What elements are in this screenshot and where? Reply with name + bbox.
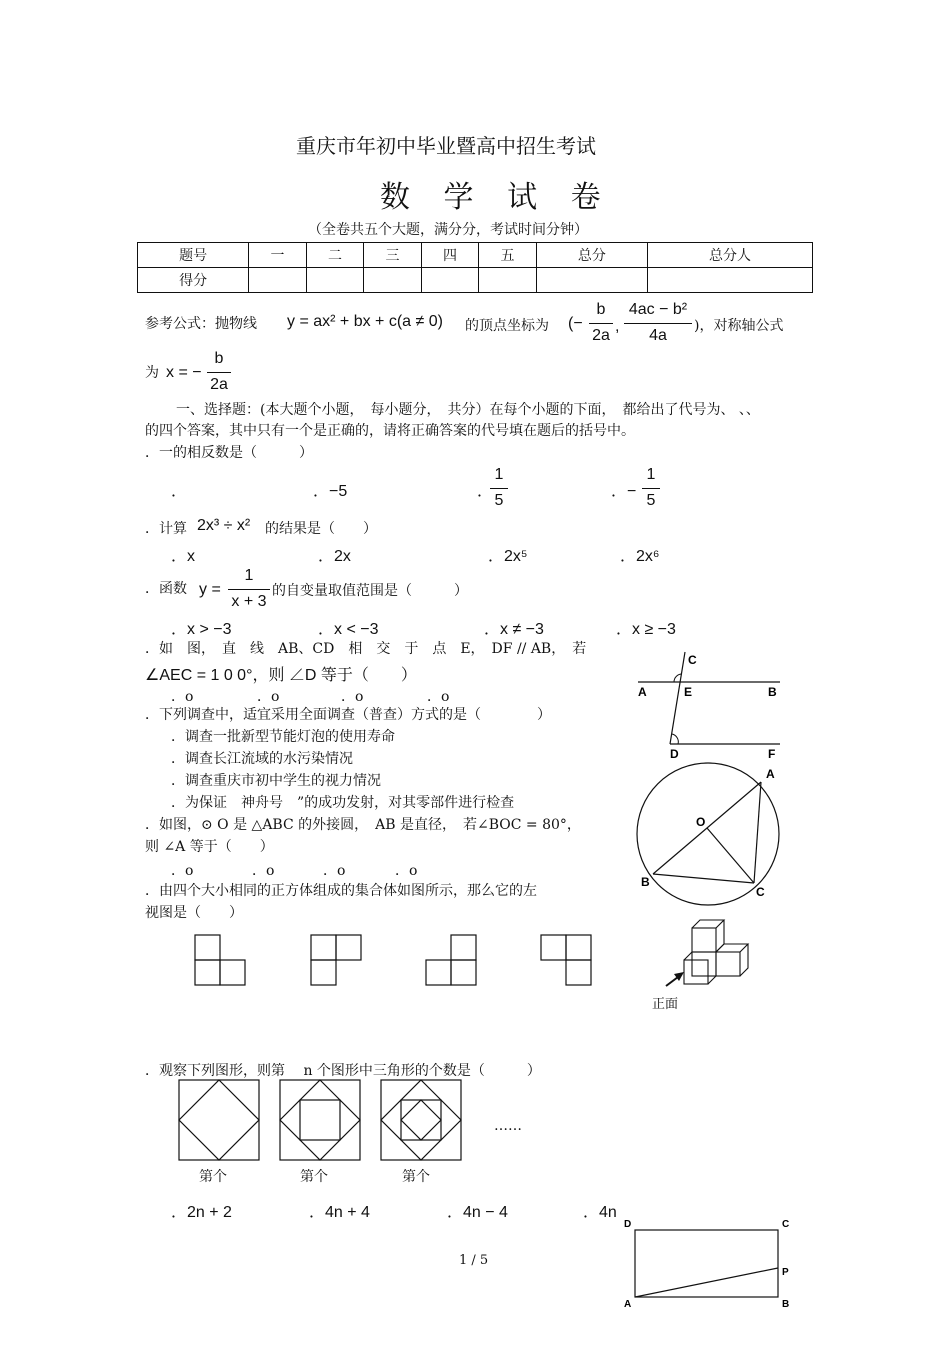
comma: , — [615, 318, 620, 335]
q7-front-label: 正面 — [652, 997, 679, 1012]
q7-stem-line2: 视图是（ ） — [145, 905, 243, 921]
fraction-bar — [589, 323, 613, 324]
q4-figure — [630, 648, 790, 768]
q5-stem: ．下列调查中，适宜采用全面调查（普查）方式的是（ ） — [145, 707, 551, 723]
score-header-cell: 五 — [479, 243, 537, 268]
score-header-cell: 题号 — [138, 243, 249, 268]
q6-option-d[interactable]: ．o — [395, 863, 418, 879]
axis-formula: x = − — [166, 364, 202, 381]
formula-wei: 为 — [145, 365, 159, 381]
q5-option-c[interactable]: ．调查重庆市初中学生的视力情况 — [171, 773, 381, 789]
fraction-bar — [207, 372, 231, 373]
exam-note: （全卷共五个大题，满分分，考试时间分钟） — [308, 222, 588, 238]
score-cell[interactable] — [306, 268, 364, 293]
q6-stem-line2: 则 ∠A 等于（ ） — [145, 839, 274, 855]
score-header-cell: 二 — [306, 243, 364, 268]
formula-parabola: y = ax² + bx + c(a ≠ 0) — [287, 313, 443, 330]
numerator: b — [214, 350, 224, 367]
denominator: 5 — [494, 492, 504, 509]
angle-arc — [672, 734, 678, 744]
rectangle-abcd-figure — [620, 1215, 800, 1315]
q8-option-d[interactable]: ．4n — [583, 1204, 617, 1221]
score-header-cell: 总分人 — [648, 243, 813, 268]
q3-option-a[interactable]: ．x > −3 — [171, 621, 232, 638]
label-e: E — [684, 685, 693, 699]
label-d: D — [624, 1219, 632, 1230]
q1-option-a[interactable]: ． — [171, 483, 188, 500]
label-a: A — [624, 1299, 632, 1310]
segment-oc — [707, 828, 754, 883]
q3-fraction — [228, 567, 270, 613]
label-c: C — [688, 653, 697, 667]
label-b: B — [641, 875, 650, 889]
rectangle-abcd — [635, 1230, 778, 1297]
formula-intro: 参考公式：抛物线 — [145, 316, 257, 332]
section1-instructions-line1: 一、选择题：(本大题个小题， 每小题分， 共分）在每个小题的下面， 都给出了代号为、 、、 — [176, 402, 760, 418]
numerator: 1 — [494, 466, 504, 483]
q8-pattern-figure-1 — [177, 1078, 261, 1162]
label-o: O — [696, 815, 706, 829]
q8-caption-2: 第个 — [300, 1169, 328, 1185]
q1-option-c[interactable]: ． — [477, 483, 494, 500]
q3-tail: 的自变量取值范围是（ ） — [272, 583, 468, 599]
q2-tail: 的结果是（ ） — [265, 521, 377, 537]
q2-stem: ．计算 — [145, 521, 187, 537]
q7-option-d-figure[interactable] — [540, 934, 596, 990]
q5-option-d[interactable]: ．为保证 神舟号 ”的成功发射，对其零部件进行检查 — [171, 795, 515, 811]
label-c: C — [756, 885, 765, 899]
q3-y: y = — [199, 581, 221, 598]
formula-vertex-neg: (− — [568, 315, 583, 332]
numerator: 1 — [244, 567, 254, 584]
label-b: B — [768, 685, 777, 699]
q2-option-d[interactable]: ．2x⁶ — [620, 548, 660, 565]
score-header-cell: 四 — [421, 243, 479, 268]
q4-stem-line1: ．如 图， 直 线 AB、CD 相 交 于 点 E， DF // AB， 若 — [145, 641, 587, 657]
q8-caption-1: 第个 — [199, 1169, 227, 1185]
line-cd — [670, 652, 685, 744]
q7-option-a-figure[interactable] — [194, 934, 250, 990]
q7-stem-line1: ．由四个大小相同的正方体组成的集合体如图所示，那么它的左 — [145, 883, 537, 899]
formula-vertex-text: 的顶点坐标为 — [465, 318, 549, 334]
section1-instructions-line2: 的四个答案，其中只有一个是正确的，请将正确答案的代号填在题后的括号中。 — [145, 423, 635, 439]
q4-option-a[interactable]: ．o — [171, 689, 194, 705]
q6-stem-line1: ．如图，⊙ O 是 △ABC 的外接圆， AB 是直径， 若∠BOC = 80°， — [145, 817, 581, 833]
denominator: 2a — [592, 327, 610, 344]
label-a: A — [638, 685, 647, 699]
score-cell[interactable] — [648, 268, 813, 293]
q4-stem-line2: ∠AEC = 1 0 0°，则 ∠D 等于（ ） — [145, 667, 417, 684]
denominator: x + 3 — [231, 593, 267, 610]
q8-option-c[interactable]: ．4n − 4 — [447, 1204, 508, 1221]
numerator: 1 — [646, 466, 656, 483]
label-b: B — [782, 1299, 790, 1310]
q2-expression: 2x³ ÷ x² — [197, 517, 251, 534]
exam-title: 重庆市年初中毕业暨高中招生考试 — [296, 134, 596, 158]
score-table — [137, 242, 813, 293]
numerator: 4ac − b² — [628, 301, 688, 318]
q3-option-c[interactable]: ．x ≠ −3 — [484, 621, 544, 638]
q2-option-a[interactable]: ．x — [171, 548, 196, 565]
score-cell[interactable] — [421, 268, 479, 293]
segment-ap — [635, 1268, 778, 1297]
score-header-cell: 总分 — [536, 243, 647, 268]
q1-option-b[interactable]: ．−5 — [313, 483, 348, 500]
q8-caption-3: 第个 — [402, 1169, 430, 1185]
q8-pattern-figure-3 — [379, 1078, 463, 1162]
q8-option-a[interactable]: ．2n + 2 — [171, 1204, 232, 1221]
label-d: D — [670, 747, 679, 761]
score-cell[interactable] — [536, 268, 647, 293]
score-cell[interactable] — [249, 268, 307, 293]
fraction-bar — [624, 323, 692, 324]
q2-option-b[interactable]: ．2x — [318, 548, 351, 565]
q2-option-c[interactable]: ．2x⁵ — [488, 548, 528, 565]
denominator: 5 — [646, 492, 656, 509]
q1-option-d[interactable]: ．− — [611, 483, 637, 500]
page-number: 1 / 5 — [459, 1253, 489, 1268]
score-header-cell: 三 — [364, 243, 422, 268]
q1-fraction-d — [642, 466, 660, 512]
fraction-b-over-2a — [207, 350, 231, 396]
score-cell[interactable] — [364, 268, 422, 293]
fraction-bar — [642, 488, 660, 489]
fraction-bar — [490, 488, 508, 489]
q4-option-b[interactable]: ．o — [257, 689, 280, 705]
formula-close: )，对称轴公式 — [694, 318, 784, 334]
q5-option-a[interactable]: ．调查一批新型节能灯泡的使用寿命 — [171, 729, 395, 745]
fraction-vertex-y — [624, 301, 692, 347]
score-row-label: 得分 — [138, 268, 249, 293]
q1-stem: ．一的相反数是（ ） — [145, 445, 313, 461]
denominator: 4a — [649, 327, 667, 344]
fraction-bar — [228, 589, 270, 590]
label-p: P — [782, 1267, 789, 1278]
score-header-cell: 一 — [249, 243, 307, 268]
segment-ac — [754, 782, 761, 883]
segment-bc — [653, 874, 754, 883]
q3-option-d[interactable]: ．x ≥ −3 — [616, 621, 676, 638]
q5-option-b[interactable]: ．调查长江流域的水污染情况 — [171, 751, 353, 767]
q1-fraction-c — [490, 466, 508, 512]
denominator: 2a — [210, 376, 228, 393]
q7-option-c-figure[interactable] — [425, 934, 481, 990]
q8-stem: ．观察下列图形，则第 n 个图形中三角形的个数是（ ） — [145, 1063, 541, 1079]
label-f: F — [768, 747, 776, 761]
q3-option-b[interactable]: ．x < −3 — [318, 621, 379, 638]
q8-pattern-figure-2 — [278, 1078, 362, 1162]
q6-option-b[interactable]: ．o — [252, 863, 275, 879]
q6-option-c[interactable]: ．o — [323, 863, 346, 879]
q4-option-c[interactable]: ．o — [341, 689, 364, 705]
q7-cube-solid-figure — [646, 916, 756, 996]
q8-ellipsis: …… — [494, 1118, 522, 1134]
q3-stem: ．函数 — [145, 581, 187, 597]
label-a: A — [766, 767, 775, 781]
q7-option-b-figure[interactable] — [310, 934, 366, 990]
exam-subject: 数 学 试 卷 — [380, 180, 613, 215]
q8-option-b[interactable]: ．4n + 4 — [309, 1204, 370, 1221]
numerator: b — [596, 301, 606, 318]
fraction-b-over-2a — [589, 301, 613, 347]
q6-circle-figure — [630, 762, 790, 902]
label-c: C — [782, 1219, 790, 1230]
q4-option-d[interactable]: ．o — [427, 689, 450, 705]
score-cell[interactable] — [479, 268, 537, 293]
q6-option-a[interactable]: ．o — [171, 863, 194, 879]
